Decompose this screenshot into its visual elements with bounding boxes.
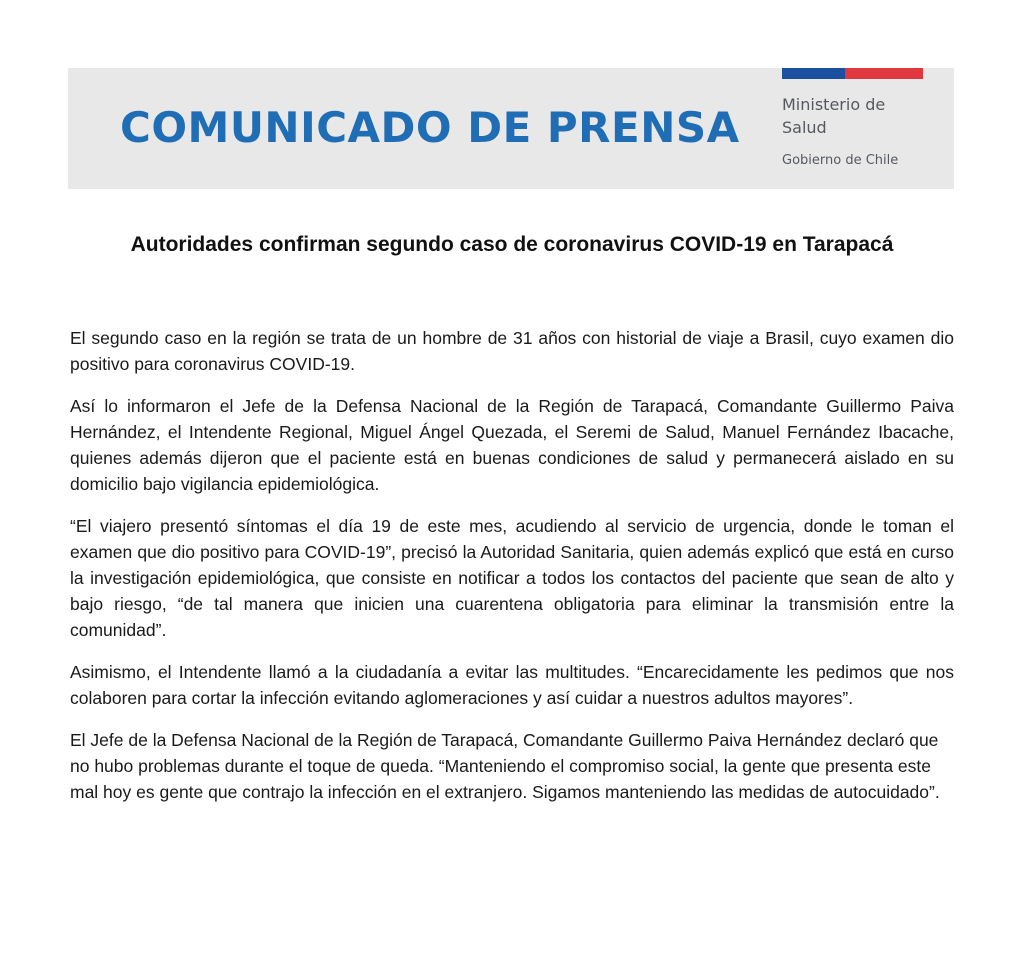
flag-stripe-blue	[782, 68, 845, 79]
paragraph-2: Así lo informaron el Jefe de la Defensa Nacional de la Región de Tarapacá, Comandante Guillermo Paiva Hernández, el Intendente Regional, Miguel Ángel Quezada, el Seremi de Salud, Manuel Fernández Ibacache, quienes además dijeron que el paciente está en buenas condiciones de salud y permanecerá aislado en su domicilio bajo vigilancia epidemiológica.	[70, 396, 954, 494]
paragraph-4: Asimismo, el Intendente llamó a la ciudadanía a evitar las multitudes. “Encarecidamente les pedimos que nos colaboren para cortar la infección evitando aglomeraciones y así cuidar a nuestros adultos mayores”.	[70, 662, 954, 708]
paragraph-1: El segundo caso en la región se trata de un hombre de 31 años con historial de viaje a Brasil, cuyo examen dio positivo para coronavirus COVID-19.	[70, 328, 954, 374]
paragraph-3: “El viajero presentó síntomas el día 19 de este mes, acudiendo al servicio de urgencia, donde le toman el examen que dio positivo para COVID-19”, precisó la Autoridad Sanitaria, quien además explicó que está en curso la investigación epidemiológica, que consiste en notificar a todos los contactos del paciente que sean de alto y bajo riesgo, “de tal manera que inicien una cuarentena obligatoria para eliminar la transmisión entre la comunidad”.	[70, 516, 954, 640]
banner-title: COMUNICADO DE PRENSA	[120, 103, 740, 152]
ministry-line-1: Ministerio de	[782, 95, 886, 114]
government-label: Gobierno de Chile	[782, 153, 899, 168]
paragraph-5: El Jefe de la Defensa Nacional de la Región de Tarapacá, Comandante Guillermo Paiva Hernández declaró que no hubo problemas durante el toque de queda. “Manteniendo el compromiso social, la gente que presenta este mal hoy es gente que contrajo la infección en el extranjero. Sigamos manteniendo las medidas de autocuidado”.	[70, 730, 940, 802]
press-release-banner	[68, 68, 954, 189]
ministry-logo-text	[782, 93, 885, 139]
flag-stripe-red	[845, 68, 923, 79]
flag-stripe-icon	[782, 68, 923, 79]
article-headline: Autoridades confirman segundo caso de coronavirus COVID-19 en Tarapacá	[130, 233, 894, 256]
article-body	[70, 325, 954, 821]
ministry-line-2: Salud	[782, 118, 827, 137]
